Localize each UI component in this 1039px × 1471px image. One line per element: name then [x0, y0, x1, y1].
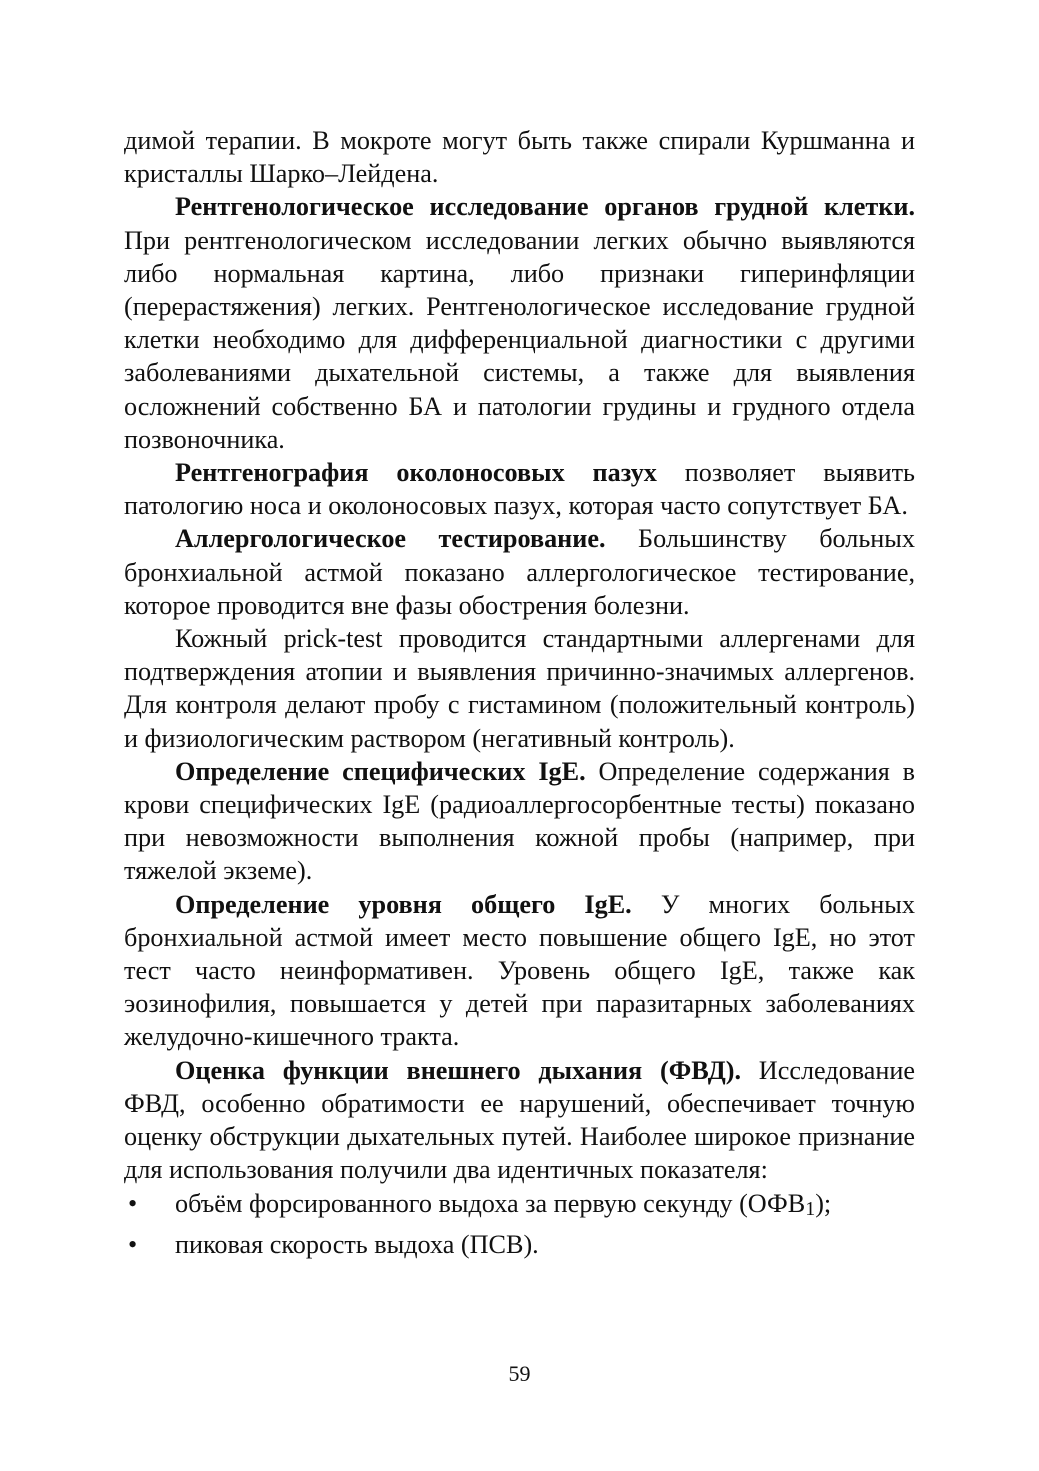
list-item-suffix: ); [815, 1188, 832, 1218]
paragraph-text: При рентгенологическом исследовании легких обычно выявляются либо нормальная картина, либо признаки гиперинфляции (перерастяжения) легких. Рентгенологическое исследование грудной клетки необходимо для дифференциальной диагностики с другими заболеваниями дыхательной системы, а также для выявления осложнений собственно БА и патологии грудины и грудного отдела позвоночника. [124, 225, 915, 454]
paragraph-allergy-testing [124, 522, 915, 622]
paragraph-text: Исследование ФВД, особенно обратимости ее нарушений, обеспечивает точную оценку обструкции дыхательных путей. Наиболее широкое признание для использования получили два идентичных показателя: [124, 1055, 916, 1185]
paragraph-specific-ige [124, 755, 915, 888]
paragraph-heading: Определение уровня общего IgE. [175, 889, 632, 919]
page-body [124, 124, 915, 1261]
list-item-text: объём форсированного выдоха за первую секунду (ОФВ [175, 1188, 806, 1218]
paragraph-prick-test [124, 622, 915, 755]
paragraph-sinus-radiography [124, 456, 915, 522]
list-item-subscript: 1 [805, 1197, 816, 1220]
list-item-text: пиковая скорость выдоха (ПСВ). [175, 1229, 539, 1259]
paragraph-heading: Определение специфических IgE. [175, 756, 586, 786]
paragraph-text: димой терапии. В мокроте могут быть также спирали Куршманна и кристаллы Шарко–Лейдена. [124, 126, 915, 189]
indicator-list [124, 1187, 915, 1261]
bullet-icon: • [128, 1188, 138, 1218]
paragraph-sputum-continuation [124, 124, 915, 190]
paragraph-text: Кожный prick-test проводится стандартными аллергенами для подтверждения атопии и выявления причинно-значимых аллергенов. Для контроля делают пробу с гистамином (положительный контроль) и физиологическим раствором (негативный контроль). [124, 624, 915, 753]
paragraph-text: Определение содержания в крови специфических IgE (радиоаллергосорбентные тесты) показано при невозможности выполнения кожной пробы (например, при тяжелой экземе). [124, 756, 916, 886]
paragraph-total-ige [124, 888, 915, 1054]
paragraph-text: Большинству больных бронхиальной астмой показано аллергологическое тестирование, которое проводится вне фазы обострения болезни. [124, 524, 915, 620]
paragraph-respiratory-function [124, 1054, 915, 1187]
paragraph-text: позволяет выявить патологию носа и околоносовых пазух, которая часто сопутствует БА. [124, 458, 915, 521]
paragraph-heading: Рентгенография околоносовых пазух [175, 458, 657, 488]
list-item [124, 1228, 915, 1261]
paragraph-text: У многих больных бронхиальной астмой имеет место повышение общего IgE, но этот тест часто неинформативен. Уровень общего IgE, также как эозинофилия, повышается у детей при паразитарных заболеваниях желудочно-кишечного тракта. [124, 889, 915, 1052]
paragraph-heading: Рентгенологическое исследование органов грудной клетки. [175, 192, 915, 222]
paragraph-heading: Оценка функции внешнего дыхания (ФВД). [175, 1055, 741, 1085]
list-item [124, 1187, 915, 1220]
bullet-icon: • [128, 1229, 138, 1259]
paragraph-chest-xray [124, 190, 915, 456]
page-number: 59 [508, 1361, 531, 1386]
paragraph-heading: Аллергологическое тестирование. [175, 524, 606, 554]
